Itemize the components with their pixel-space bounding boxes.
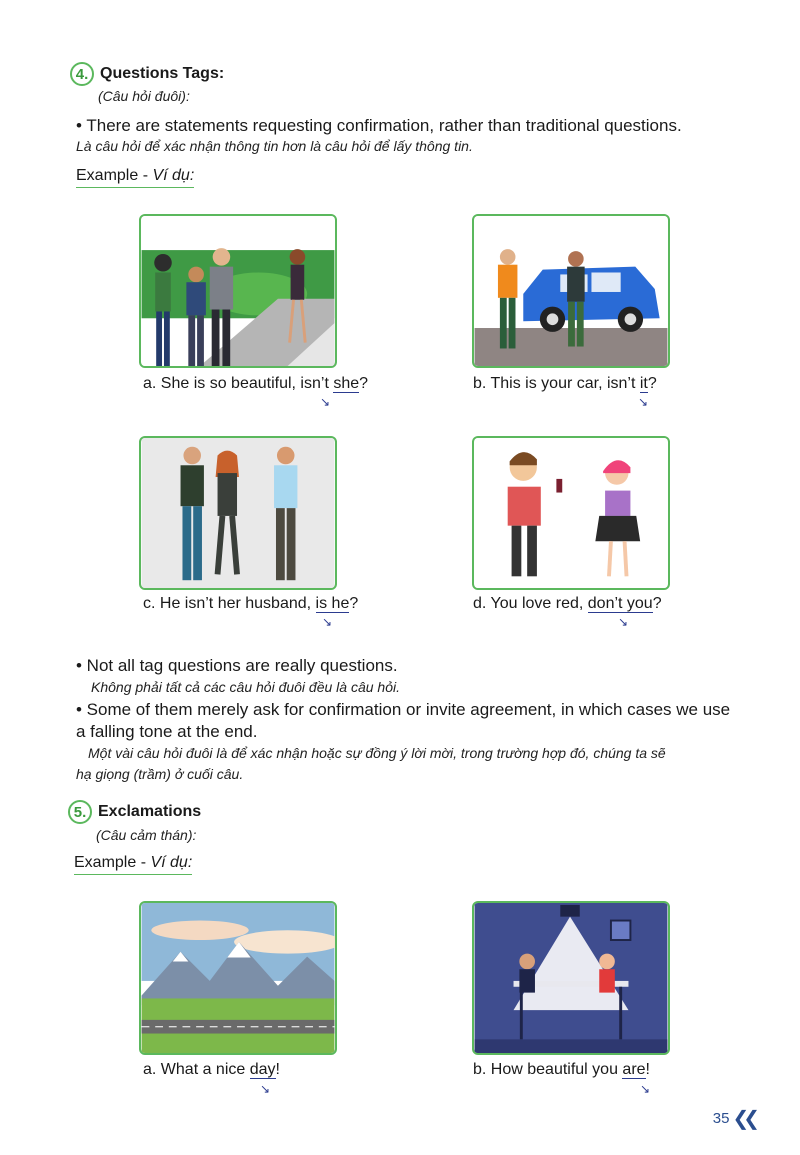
caption-punct: ? xyxy=(349,595,359,612)
bullet-text: • There are statements requesting confirmation, rather than traditional questions. xyxy=(76,116,682,135)
section-title: Questions Tags: xyxy=(100,65,225,82)
falling-tone-arrow-icon: ↘ xyxy=(320,395,331,409)
caption-text: c. He isn’t her husband, xyxy=(143,595,316,612)
section-subtitle: (Câu hỏi đuôi): xyxy=(98,88,190,104)
illustration-landscape xyxy=(139,901,337,1055)
note-1-translation: Không phải tất cả các câu hỏi đuôi đều là câu hỏi. xyxy=(91,679,400,695)
section-number: 5. xyxy=(68,800,92,824)
caption-text: a. What a nice xyxy=(143,1061,250,1078)
section-4-header xyxy=(70,62,224,86)
illustration-friends-street xyxy=(139,214,337,368)
falling-tone-arrow-icon: ↘ xyxy=(322,615,333,629)
illustration-three-people xyxy=(139,436,337,590)
example-label xyxy=(74,854,192,875)
falling-tone-arrow-icon: ↘ xyxy=(640,1082,651,1096)
caption-text: b. How beautiful you xyxy=(473,1061,623,1078)
section-title: Exclamations xyxy=(98,803,202,820)
example-en: Example - xyxy=(76,167,153,184)
falling-tone-arrow-icon: ↘ xyxy=(618,615,629,629)
exclamation-focus: day xyxy=(249,1061,276,1078)
caption-text: b. This is your car, isn’t xyxy=(473,375,640,392)
illustration-dinner-date xyxy=(472,901,670,1055)
caption-exclamation-b xyxy=(473,1061,650,1079)
caption-punct: ? xyxy=(652,595,662,612)
question-tag: it xyxy=(639,375,648,392)
note-2-translation-line-1: Một vài câu hỏi đuôi là để xác nhận hoặc sự đồng ý lời mời, trong trường hợp đó, chúng ta sẽ xyxy=(88,745,666,761)
caption-c xyxy=(143,595,358,613)
caption-punct: ! xyxy=(645,1061,650,1078)
question-tag: she xyxy=(333,375,360,392)
example-vi: Ví dụ: xyxy=(152,167,195,184)
section-5-header xyxy=(68,800,201,824)
example-vi: Ví dụ: xyxy=(150,854,193,871)
falling-tone-arrow-icon: ↘ xyxy=(260,1082,271,1096)
falling-tone-arrow-icon: ↘ xyxy=(638,395,649,409)
caption-punct: ! xyxy=(275,1061,280,1078)
note-2-line-2: a falling tone at the end. xyxy=(76,722,258,741)
example-en: Example - xyxy=(74,854,151,871)
caption-b xyxy=(473,375,657,393)
question-tag: is he xyxy=(315,595,350,612)
note-2-translation-line-2: hạ giọng (trầm) ở cuối câu. xyxy=(76,766,244,782)
note-2-line-1: • Some of them merely ask for confirmation or invite agreement, in which cases we use xyxy=(76,700,731,719)
section-number: 4. xyxy=(70,62,94,86)
caption-punct: ? xyxy=(359,375,369,392)
illustration-car xyxy=(472,214,670,368)
exclamation-focus: are xyxy=(622,1061,646,1078)
note-1: • Not all tag questions are really questions. xyxy=(76,656,398,675)
caption-exclamation-a xyxy=(143,1061,280,1079)
caption-a xyxy=(143,375,368,393)
double-chevron-left-icon: ❮❮ xyxy=(732,1108,754,1130)
section-subtitle: (Câu cảm thán): xyxy=(96,827,197,843)
caption-d xyxy=(473,595,662,613)
illustration-couple-red xyxy=(472,436,670,590)
caption-text: d. You love red, xyxy=(473,595,588,612)
caption-text: a. She is so beautiful, isn’t xyxy=(143,375,334,392)
page-number-text: 35 xyxy=(712,1110,730,1127)
caption-punct: ? xyxy=(647,375,657,392)
example-label xyxy=(76,167,194,188)
question-tag: don’t you xyxy=(587,595,653,612)
bullet-translation: Là câu hỏi để xác nhận thông tin hơn là câu hỏi để lấy thông tin. xyxy=(76,138,473,154)
page-number xyxy=(713,1106,754,1131)
